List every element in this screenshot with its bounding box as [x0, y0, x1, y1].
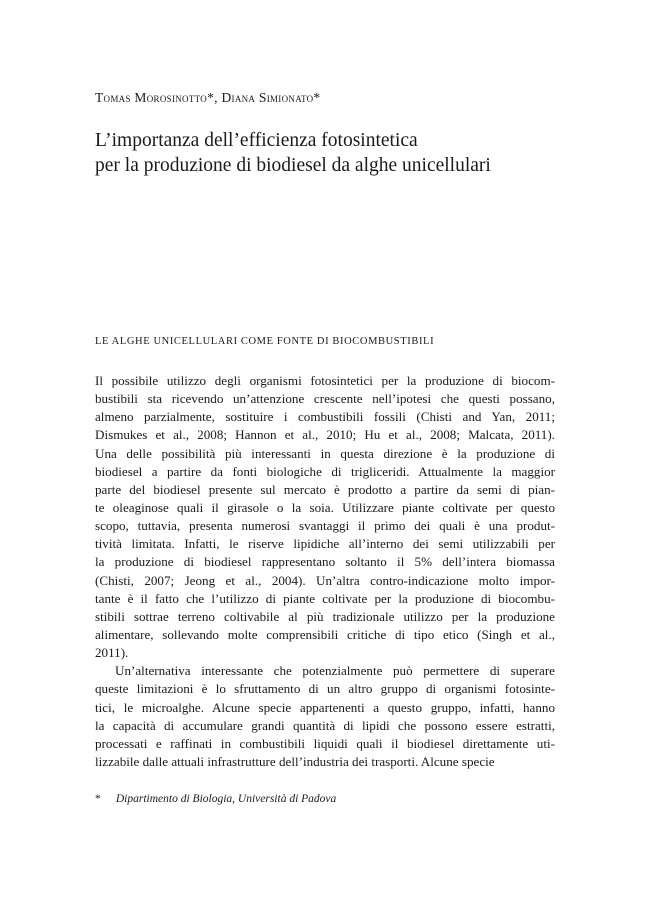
- text-line: Dismukes et al., 2008; Hannon et al., 2010; Hu et al., 2008; Malcata, 2011).: [95, 427, 555, 443]
- text-line: tività limitata. Infatti, le riserve lipidiche all’interno dei semi utilizzabili per: [95, 536, 555, 552]
- article-title: [95, 128, 575, 178]
- text-line: scopo, tuttavia, presenta numerosi svantaggi il primo dei quali è una produt-: [95, 518, 555, 534]
- paragraph: [95, 372, 555, 662]
- title-line: L’importanza dell’efficienza fotosintetica: [95, 130, 418, 151]
- body-text: [95, 372, 555, 771]
- text-line: Il possibile utilizzo degli organismi fotosintetici per la produzione di biocom-: [95, 373, 555, 388]
- section-heading: LE ALGHE UNICELLULARI COME FONTE DI BIOCOMBUSTIBILI: [95, 336, 435, 347]
- text-line: alimentare, sollevando molte comprensibili critiche di tipo etico (Singh et al.,: [95, 626, 555, 642]
- paragraphs: [95, 372, 555, 771]
- title-line: per la produzione di biodiesel da alghe unicellulari: [95, 155, 491, 176]
- text-line: la capacità di accumulare grandi quantità di lipidi che possono essere estratti,: [95, 717, 555, 733]
- authors: Tomas Morosinotto*, Diana Simionato*: [95, 90, 321, 105]
- text-line: Una delle possibilità più interessanti in questa direzione è la produzione di: [95, 445, 555, 461]
- paragraph: [95, 662, 555, 771]
- footnote-text: Dipartimento di Biologia, Università di Padova: [115, 793, 337, 805]
- text-line: 2011).: [95, 645, 129, 661]
- footnote: [95, 793, 336, 805]
- text-line: queste limitazioni è lo sfruttamento di un altro gruppo di organismi fotosinte-: [95, 681, 555, 697]
- text-line: parte del biodiesel presente sul mercato è prodotto a partire da semi di pian-: [95, 481, 555, 497]
- text-line: tici, le microalghe. Alcune specie appartenenti a questo gruppo, infatti, hanno: [95, 699, 555, 715]
- footnote-mark: *: [95, 793, 101, 805]
- text-line: lizzabile dalle attuali infrastrutture dell’industria dei trasporti. Alcune specie: [95, 753, 495, 769]
- text-line: bustibili sta ricevendo un’attenzione crescente nell’ipotesi che questi possano,: [95, 391, 555, 407]
- text-line: biodiesel a partire da fonti biologiche di trigliceridi. Attualmente la maggior: [95, 463, 555, 479]
- text-line: tante è il fatto che l’utilizzo di piante coltivate per la produzione di biocombu-: [95, 590, 555, 606]
- text-line: la produzione di biodiesel rappresentano soltanto il 5% dell’intera biomassa: [95, 554, 555, 570]
- text-line: stibili sottrae terreno coltivabile al più tradizionale utilizzo per la produzione: [95, 608, 555, 624]
- text-line: (Chisti, 2007; Jeong et al., 2004). Un’altra contro-indicazione molto impor-: [95, 572, 555, 588]
- text-line: almeno parzialmente, sostituire i combustibili fossili (Chisti and Yan, 2011;: [95, 409, 555, 425]
- text-line: processati e raffinati in combustibili liquidi quali il biodiesel direttamente uti-: [95, 735, 555, 751]
- text-line: Un’alternativa interessante che potenzialmente può permettere di superare: [115, 663, 555, 679]
- text-line: te oleaginose quali il girasole o la soia. Utilizzare piante coltivate per questo: [95, 499, 555, 515]
